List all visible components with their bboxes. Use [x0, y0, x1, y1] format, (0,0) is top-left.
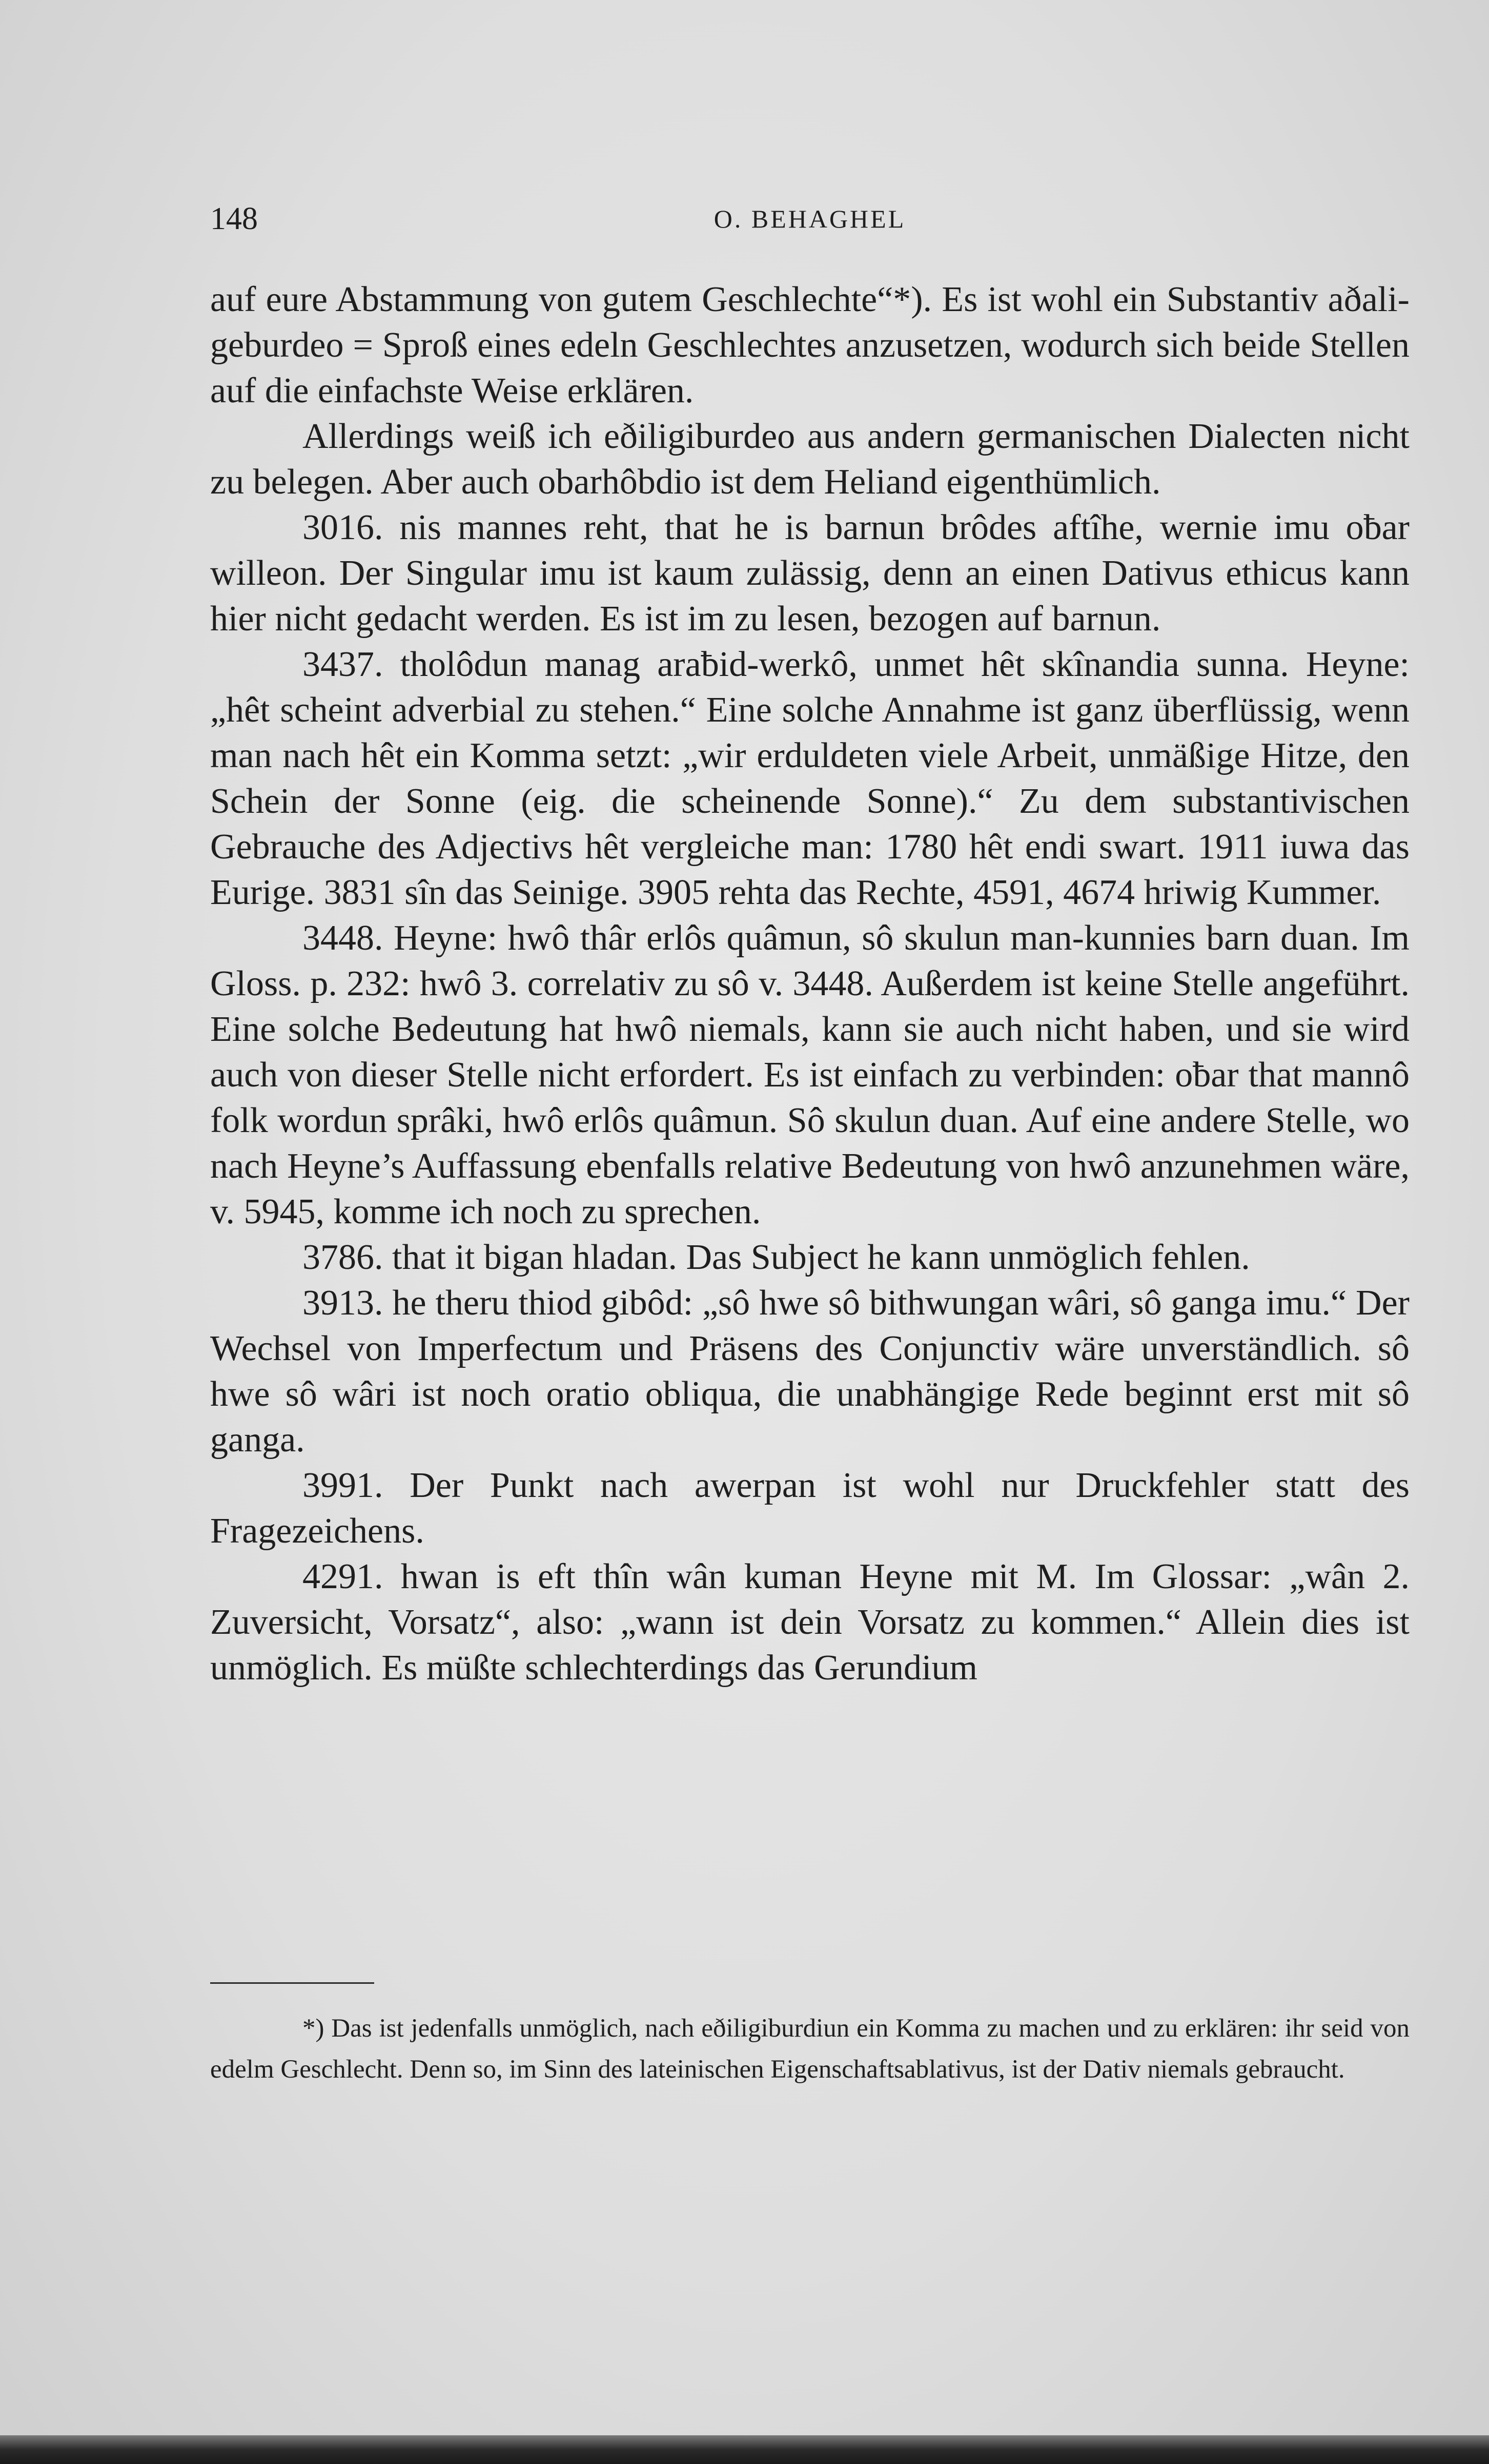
footnote-mark: *) [302, 2014, 332, 2043]
scan-edge [0, 2435, 1489, 2464]
paragraph: 4291. hwan is eft thîn wân kuman Heyne mit M. Im Glossar: „wân 2. Zuversicht, Vorsatz“, also: „wann ist dein Vorsatz zu kommen.“ Allein dies ist unmöglich. Es müßte schlechterdings das Gerundium [210, 1557, 1410, 1688]
page-number: 148 [210, 201, 258, 236]
paragraph: auf eure Abstammung von gutem Geschlechte“*). Es ist wohl ein Substantiv aðali-geburdeo = Sproß eines edeln Geschlechtes anzusetzen, wodurch sich beide Stellen auf die einfachste Weise erklären. [210, 280, 1410, 410]
paragraph: 3786. that it bigan hladan. Das Subject he kann unmöglich fehlen. [302, 1238, 1250, 1277]
page-header [210, 201, 1410, 247]
paragraph: 3991. Der Punkt nach awerpan ist wohl nur Druckfehler statt des Fragezeichens. [210, 1466, 1410, 1551]
body-text [210, 277, 1410, 1691]
paragraph: 3448. Heyne: hwô thâr erlôs quâmun, sô skulun man-kunnies barn duan. Im Gloss. p. 232: hwô 3. correlativ zu sô v. 3448. Außerdem ist keine Stelle angeführt. Eine solche Bedeutung hat hwô niemals, kann sie auch nicht haben, und sie wird auch von dieser Stelle nicht erfordert. Es ist einfach zu verbinden: oƀar that mannô folk wordun sprâki, hwô erlôs quâmun. Sô skulun duan. Auf eine andere Stelle, wo nach Heyne’s Auffassung ebenfalls relative Bedeutung von hwô anzunehmen wäre, v. 5945, komme ich noch zu sprechen. [210, 918, 1410, 1231]
paragraph: 3016. nis mannes reht, that he is barnun brôdes aftîhe, wernie imu oƀar willeon. Der Singular imu ist kaum zulässig, denn an einen Dativus ethicus kann hier nicht gedacht werden. Es ist im zu lesen, bezogen auf barnun. [210, 508, 1410, 639]
paragraph: 3437. tholôdun manag araƀid-werkô, unmet hêt skînandia sunna. Heyne: „hêt scheint adverbial zu stehen.“ Eine solche Annahme ist ganz überflüssig, wenn man nach hêt ein Komma setzt: „wir erduldeten viele Arbeit, unmäßige Hitze, den Schein der Sonne (eig. die scheinende Sonne).“ Zu dem substantivischen Gebrauche des Adjectivs hêt vergleiche man: 1780 hêt endi swart. 1911 iuwa das Eurige. 3831 sîn das Seinige. 3905 rehta das Rechte, 4591, 4674 hriwig Kummer. [210, 645, 1410, 912]
footnote [210, 2008, 1410, 2090]
running-head: O. BEHAGHEL [713, 204, 906, 233]
paragraph: Allerdings weiß ich eðiligiburdeo aus andern germanischen Dialecten nicht zu belegen. Aber auch obarhôbdio ist dem Heliand eigenthümlich. [210, 417, 1410, 502]
paragraph: 3913. he theru thiod gibôd: „sô hwe sô bithwungan wâri, sô ganga imu.“ Der Wechsel von Imperfectum und Präsens des Conjunctiv wäre unverständlich. sô hwe sô wâri ist noch oratio obliqua, die unabhängige Rede beginnt erst mit sô ganga. [210, 1283, 1410, 1460]
footnote-text: Das ist jedenfalls unmöglich, nach eðiligiburdiun ein Komma zu machen und zu erklären: ihr seid von edelm Geschlecht. Denn so, im Sinn des lateinischen Eigenschaftsablativus, ist der Dativ niemals gebraucht. [210, 2014, 1410, 2084]
footnote-rule [210, 1982, 374, 1984]
